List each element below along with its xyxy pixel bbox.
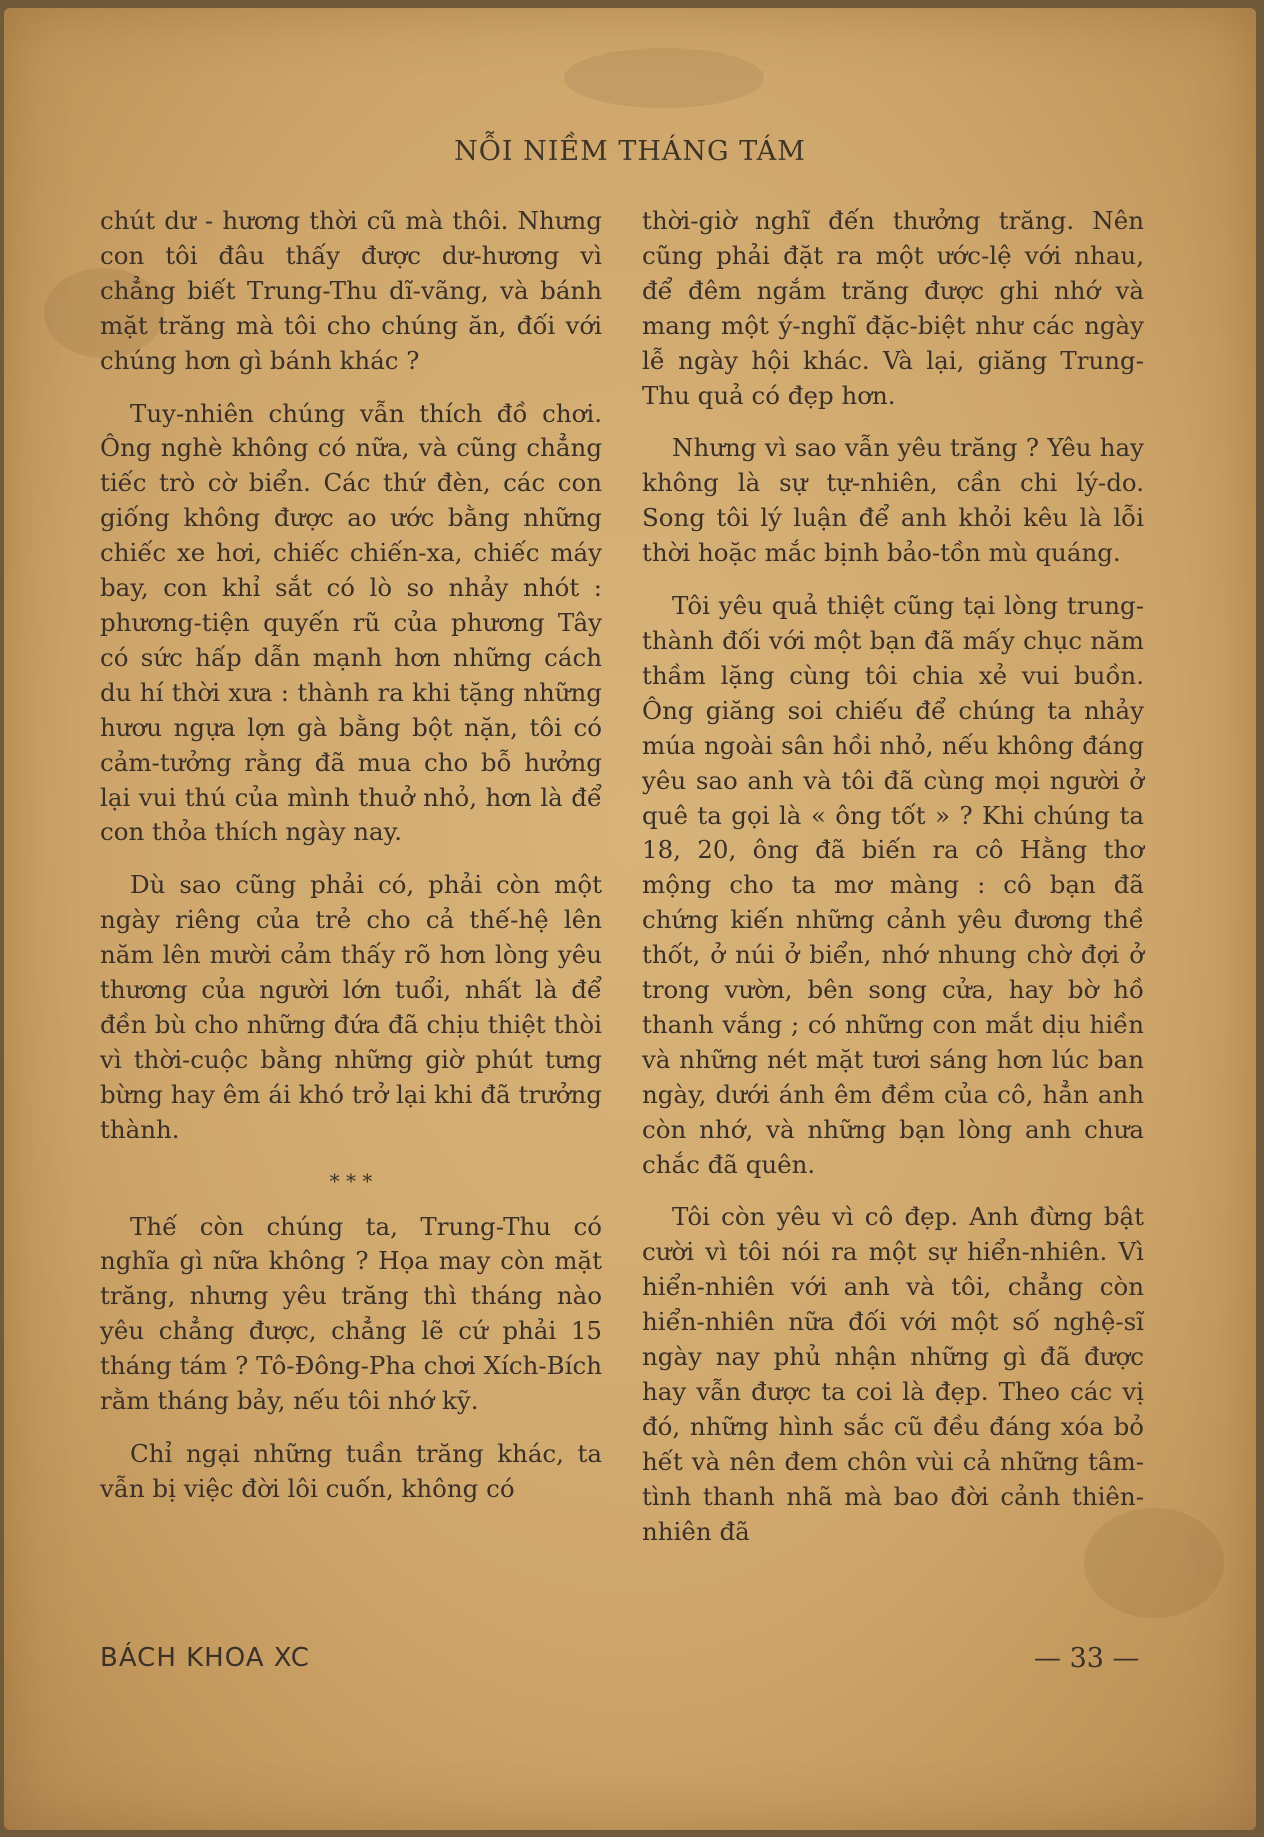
paragraph: Tuy-nhiên chúng vẫn thích đồ chơi. Ông nghè không có nữa, và cũng chẳng tiếc trò cờ biển. Các thứ đèn, các con giống không được ao ước bằng những chiếc xe hơi, chiếc chiến-xa, chiếc máy bay, con khỉ sắt có lò so nhảy nhót : phương-tiện quyến rũ của phương Tây có sức hấp dẫn mạnh hơn những cách du hí thời xưa : thành ra khi tặng những hươu ngựa lợn gà bằng bột nặn, tôi có cảm-tưởng rằng đã mua cho bỗ hưởng lại vui thú của mình thuở nhỏ, hơn là để con thỏa thích ngày nay. bbox=[100, 398, 602, 847]
paragraph: Thế còn chúng ta, Trung-Thu có nghĩa gì nữa không ? Họa may còn mặt trăng, nhưng yêu trăng thì tháng nào yêu chẳng được, chẳng lẽ cứ phải 15 tháng tám ? Tô-Đông-Pha chơi Xích-Bích rằm tháng bảy, nếu tôi nhớ kỹ. bbox=[100, 1211, 602, 1416]
paragraph: thời-giờ nghĩ đến thưởng trăng. Nên cũng phải đặt ra một ước-lệ với nhau, để đêm ngắm trăng được ghi nhớ và mang một ý-nghĩ đặc-biệt như các ngày lễ ngày hội khác. Và lại, giăng Trung-Thu quả có đẹp hơn. bbox=[642, 206, 1144, 410]
separator-text: * * * bbox=[329, 1168, 373, 1193]
paragraph: Dù sao cũng phải có, phải còn một ngày riêng của trẻ cho cả thế-hệ lên năm lên mười cảm thấy rõ hơn lòng yêu thương của người lớn tuổi, nhất là để đền bù cho những đứa đã chịu thiệt thòi vì thời-cuộc bằng những giờ phút tưng bừng hay êm ái khó trở lại khi đã trưởng thành. bbox=[100, 870, 602, 1144]
page-number: — 33 — bbox=[1034, 1643, 1140, 1674]
left-column bbox=[100, 204, 602, 1507]
paragraph: Chỉ ngại những tuần trăng khác, ta vẫn bị việc đời lôi cuốn, không có bbox=[100, 1439, 602, 1503]
paragraph: Tôi yêu quả thiệt cũng tại lòng trung-thành đối với một bạn đã mấy chục năm thầm lặng cùng tôi chia xẻ vui buồn. Ông giăng soi chiếu để chúng ta nhảy múa ngoài sân hồi nhỏ, nếu không đáng yêu sao anh và tôi đã cùng mọi người ở quê ta gọi là « ông tốt » ? Khi chúng ta 18, 20, ông đã biến ra cô Hằng thơ mộng cho ta mơ màng : cô bạn đã chứng kiến những cảnh yêu đương thề thốt, ở núi ở biển, nhớ nhung chờ đợi ở trong vườn, bên song cửa, hay bờ hồ thanh vắng ; có những con mắt dịu hiền và những nét mặt tươi sáng hơn lúc ban ngày, dưới ánh êm đềm của cô, hẳn anh còn nhớ, và những bạn lòng anh chưa chắc đã quên. bbox=[642, 591, 1144, 1179]
page bbox=[4, 8, 1256, 1830]
paper-stain bbox=[564, 48, 764, 108]
section-separator bbox=[100, 1168, 602, 1193]
paragraph: chút dư - hương thời cũ mà thôi. Nhưng con tôi đâu thấy được dư-hương vì chẳng biết Trung-Thu dĩ-vãng, và bánh mặt trăng mà tôi cho chúng ăn, đối với chúng hơn gì bánh khác ? bbox=[100, 206, 602, 375]
paragraph: Nhưng vì sao vẫn yêu trăng ? Yêu hay không là sự tự-nhiên, cần chi lý-do. Song tôi lý luận để anh khỏi kêu là lỗi thời hoặc mắc bịnh bảo-tồn mù quáng. bbox=[642, 433, 1144, 568]
publication-name: BÁCH KHOA XC bbox=[100, 1643, 310, 1673]
running-title: NỖI NIỀM THÁNG TÁM bbox=[454, 136, 806, 167]
paragraph: Tôi còn yêu vì cô đẹp. Anh đừng bật cười vì tôi nói ra một sự hiển-nhiên. Vì hiển-nhiên với anh và tôi, chẳng còn hiển-nhiên nữa đối với một số nghệ-sĩ ngày nay phủ nhận những gì đã được hay vẫn được ta coi là đẹp. Theo các vị đó, những hình sắc cũ đều đáng xóa bỏ hết và nên đem chôn vùi cả những tâm-tình thanh nhã mà bao đời cảnh thiên-nhiên đã bbox=[642, 1202, 1144, 1546]
right-column bbox=[642, 204, 1144, 1550]
